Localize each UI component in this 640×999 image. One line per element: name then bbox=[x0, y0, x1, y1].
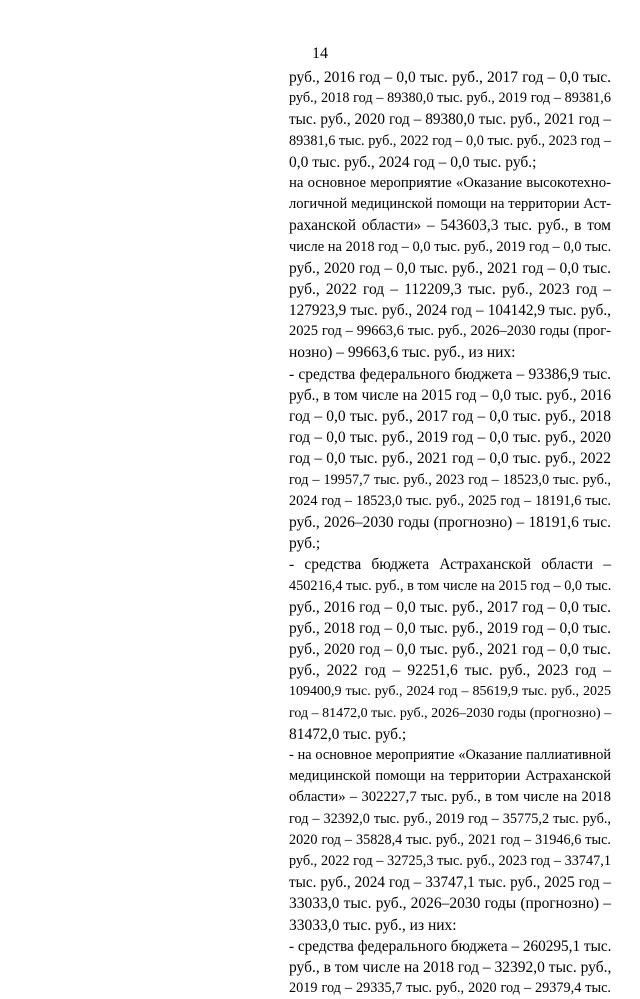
text-line: 0,0 тыс. руб., 2024 год – 0,0 тыс. руб.; bbox=[289, 153, 537, 171]
text-line: области» – 302227,7 тыс. руб., в том числе на 2018 bbox=[289, 789, 611, 806]
text-line: 2020 год – 35828,4 тыс. руб., 2021 год – 31946,6 тыс. bbox=[289, 831, 611, 848]
text-line: 2024 год – 18523,0 тыс. руб., 2025 год – 18191,6 тыс. bbox=[289, 492, 611, 509]
text-line: - средства бюджета Астраханской области – bbox=[289, 556, 611, 574]
text-line: 33033,0 тыс. руб., из них: bbox=[289, 916, 457, 934]
text-line: год – 0,0 тыс. руб., 2017 год – 0,0 тыс. руб., 2018 bbox=[289, 408, 611, 425]
text-line: руб., 2020 год – 0,0 тыс. руб., 2021 год – 0,0 тыс. bbox=[289, 259, 611, 277]
text-line: руб.; bbox=[289, 535, 321, 553]
text-line: 33033,0 тыс. руб., 2026–2030 годы (прогнозно) – bbox=[289, 895, 611, 913]
text-line: нозно) – 99663,6 тыс. руб., из них: bbox=[289, 344, 516, 362]
text-line: 81472,0 тыс. руб.; bbox=[289, 725, 407, 743]
text-line: год – 32392,0 тыс. руб., 2019 год – 35775,2 тыс. руб., bbox=[289, 810, 611, 827]
text-line: тыс. руб., 2020 год – 89380,0 тыс. руб., 2021 год – bbox=[289, 111, 611, 129]
text-line: тыс. руб., 2024 год – 33747,1 тыс. руб., 2025 год – bbox=[289, 874, 611, 892]
text-line: руб., 2016 год – 0,0 тыс. руб., 2017 год – 0,0 тыс. bbox=[289, 69, 611, 86]
text-line: руб., 2020 год – 0,0 тыс. руб., 2021 год – 0,0 тыс. bbox=[289, 641, 611, 659]
text-line: год – 19957,7 тыс. руб., 2023 год – 18523,0 тыс. руб., bbox=[289, 471, 611, 488]
text-line: числе на 2018 год – 0,0 тыс. руб., 2019 год – 0,0 тыс. bbox=[289, 238, 612, 255]
text-line: 2025 год – 99663,6 тыс. руб., 2026–2030 годы (прог- bbox=[289, 323, 611, 340]
text-line: руб., 2018 год – 0,0 тыс. руб., 2019 год – 0,0 тыс. bbox=[289, 619, 611, 637]
text-line: - средства федерального бюджета – 93386,9 тыс. bbox=[289, 365, 611, 383]
text-line: 109400,9 тыс. руб., 2024 год – 85619,9 тыс. руб., 2025 bbox=[289, 684, 611, 700]
text-line: руб., 2022 год – 112209,3 тыс. руб., 2023 год – bbox=[289, 280, 611, 298]
body-text bbox=[289, 67, 611, 999]
text-line: логичной медицинской помощи на территории Аст- bbox=[289, 196, 611, 213]
text-line: руб., в том числе на 2018 год – 32392,0 тыс. руб., bbox=[289, 958, 612, 976]
text-line: руб., 2022 год – 32725,3 тыс. руб., 2023 год – 33747,1 bbox=[289, 852, 611, 869]
text-line: год – 0,0 тыс. руб., 2021 год – 0,0 тыс. руб., 2022 bbox=[289, 450, 611, 468]
text-line: медицинской помощи на территории Астраханской bbox=[289, 768, 611, 785]
text-line: - средства федерального бюджета – 260295,1 тыс. bbox=[289, 937, 612, 955]
text-line: 127923,9 тыс. руб., 2024 год – 104142,9 тыс. руб., bbox=[289, 302, 611, 320]
text-line: руб., 2016 год – 0,0 тыс. руб., 2017 год – 0,0 тыс. bbox=[289, 598, 611, 616]
text-line: руб., 2022 год – 92251,6 тыс. руб., 2023 год – bbox=[289, 662, 611, 680]
page-number: 14 bbox=[312, 45, 328, 62]
text-line: год – 0,0 тыс. руб., 2019 год – 0,0 тыс. руб., 2020 bbox=[289, 429, 611, 447]
text-line: год – 81472,0 тыс. руб., 2026–2030 годы (прогнозно) – bbox=[289, 705, 612, 721]
text-line: 450216,4 тыс. руб., в том числе на 2015 год – 0,0 тыс. bbox=[289, 577, 612, 594]
text-line: 2019 год – 29335,7 тыс. руб., 2020 год – 29379,4 тыс. bbox=[289, 980, 611, 997]
text-line: 89381,6 тыс. руб., 2022 год – 0,0 тыс. руб., 2023 год – bbox=[289, 132, 611, 149]
text-line: - на основное мероприятие «Оказание паллиативной bbox=[289, 747, 611, 763]
text-line: руб., 2026–2030 годы (прогнозно) – 18191,6 тыс. bbox=[289, 513, 611, 531]
text-line: руб., 2018 год – 89380,0 тыс. руб., 2019 год – 89381,6 bbox=[289, 90, 611, 107]
text-line: раханской области» – 543603,3 тыс. руб., в том bbox=[289, 217, 611, 235]
text-line: руб., в том числе на 2015 год – 0,0 тыс. руб., 2016 bbox=[289, 386, 611, 404]
text-line: на основное мероприятие «Оказание высокотехно- bbox=[289, 174, 611, 191]
